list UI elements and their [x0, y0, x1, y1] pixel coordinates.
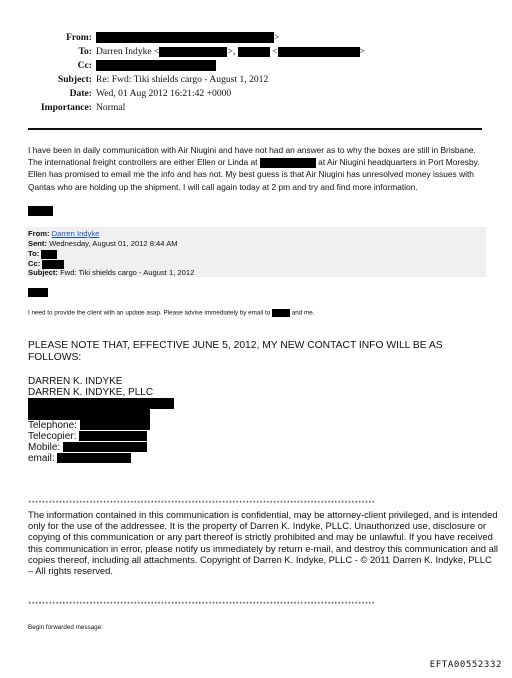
reply-body: I have been in daily communication with Air Niugini and have not had an answer as to why the boxes are still in Brisbane. The international freight controllers are either Ellen or Linda at at Air Niugini headquarters in Port Moresby. Ellen has promised to email me the info and has not. My best guess is that Air Niugini has unresolved money issues with Qantas who are holding up the shipment. I will call again today at 2 pm and try and find more information. [28, 145, 480, 192]
redaction [96, 32, 274, 43]
redaction [272, 309, 290, 317]
sig-email: email: [28, 453, 131, 464]
redaction [80, 420, 150, 430]
fwd-sent-row: Sent: Wednesday, August 01, 2012 8:44 AM [28, 239, 178, 248]
from-label: From: [66, 32, 92, 43]
stars-divider-top: ****************************************************************************************************** [28, 500, 375, 507]
address-redaction [28, 398, 174, 409]
importance-label: Importance: [40, 102, 92, 113]
redaction [159, 47, 227, 57]
fwd-from-row: From: Darren Indyke [28, 229, 100, 238]
update-request: I need to provide the client with an update asap. Please advise immediately by email to and me. [28, 309, 315, 317]
subject-value: Re: Fwd: Tiki shields cargo - August 1, 2012 [96, 74, 269, 85]
from-value: > [96, 32, 279, 44]
confidentiality-notice: The information contained in this communication is confidential, may be attorney-client privileged, and is intended only for the use of the addressee. It is the property of Darren K. Indyke, PLLC. Unauthorized use, disclosure or copying of this communication or any part thereof is strictly prohibited and may be unlawful. If you have received this communication in error, please notify us immediately by return e-mail, and destroy this communication and all copies thereof, including all attachments. Copyright of Darren K. Indyke, PLLC - © 2011 Darren K. Indyke, PLLC – All rights reserved. [28, 509, 499, 577]
redaction [57, 453, 131, 463]
redaction [260, 158, 316, 168]
fwd-cc-row: Cc: [28, 259, 64, 269]
subject-label: Subject: [57, 74, 92, 85]
redaction [41, 250, 57, 259]
importance-value: Normal [96, 102, 126, 113]
redaction [96, 60, 216, 71]
to-value: Darren Indyke < >, < > [96, 46, 365, 57]
redaction [278, 47, 360, 57]
sig-telephone: Telephone: [28, 420, 150, 431]
cc-value [96, 60, 216, 72]
to-label: To: [78, 46, 92, 57]
redaction [238, 47, 270, 57]
sig-name: DARREN K. INDYKE [28, 376, 123, 387]
header-divider [28, 128, 482, 130]
redaction [63, 442, 147, 452]
greeting-redaction [28, 288, 48, 297]
date-value: Wed, 01 Aug 2012 16:21:42 +0000 [96, 88, 232, 99]
sig-firm: DARREN K. INDYKE, PLLC [28, 387, 154, 398]
fwd-subject-row: Subject: Fwd: Tiki shields cargo - August 1, 2012 [28, 268, 195, 277]
signature-redaction [28, 206, 53, 216]
contact-notice: PLEASE NOTE THAT, EFFECTIVE JUNE 5, 2012, MY NEW CONTACT INFO WILL BE AS FOLLOWS: [28, 340, 443, 363]
sig-telecopier: Telecopier: [28, 431, 147, 442]
cc-label: Cc: [77, 60, 92, 71]
redaction [79, 431, 147, 441]
stars-divider-bottom: ****************************************************************************************************** [28, 601, 375, 608]
fwd-from-link[interactable]: Darren Indyke [51, 229, 100, 238]
fwd-to-row: To: [28, 249, 57, 259]
sig-mobile: Mobile: [28, 442, 147, 453]
begin-forwarded: Begin forwarded message: [28, 624, 103, 631]
address-redaction [28, 409, 150, 420]
bates-number: EFTA00552332 [429, 660, 502, 670]
date-label: Date: [69, 88, 92, 99]
